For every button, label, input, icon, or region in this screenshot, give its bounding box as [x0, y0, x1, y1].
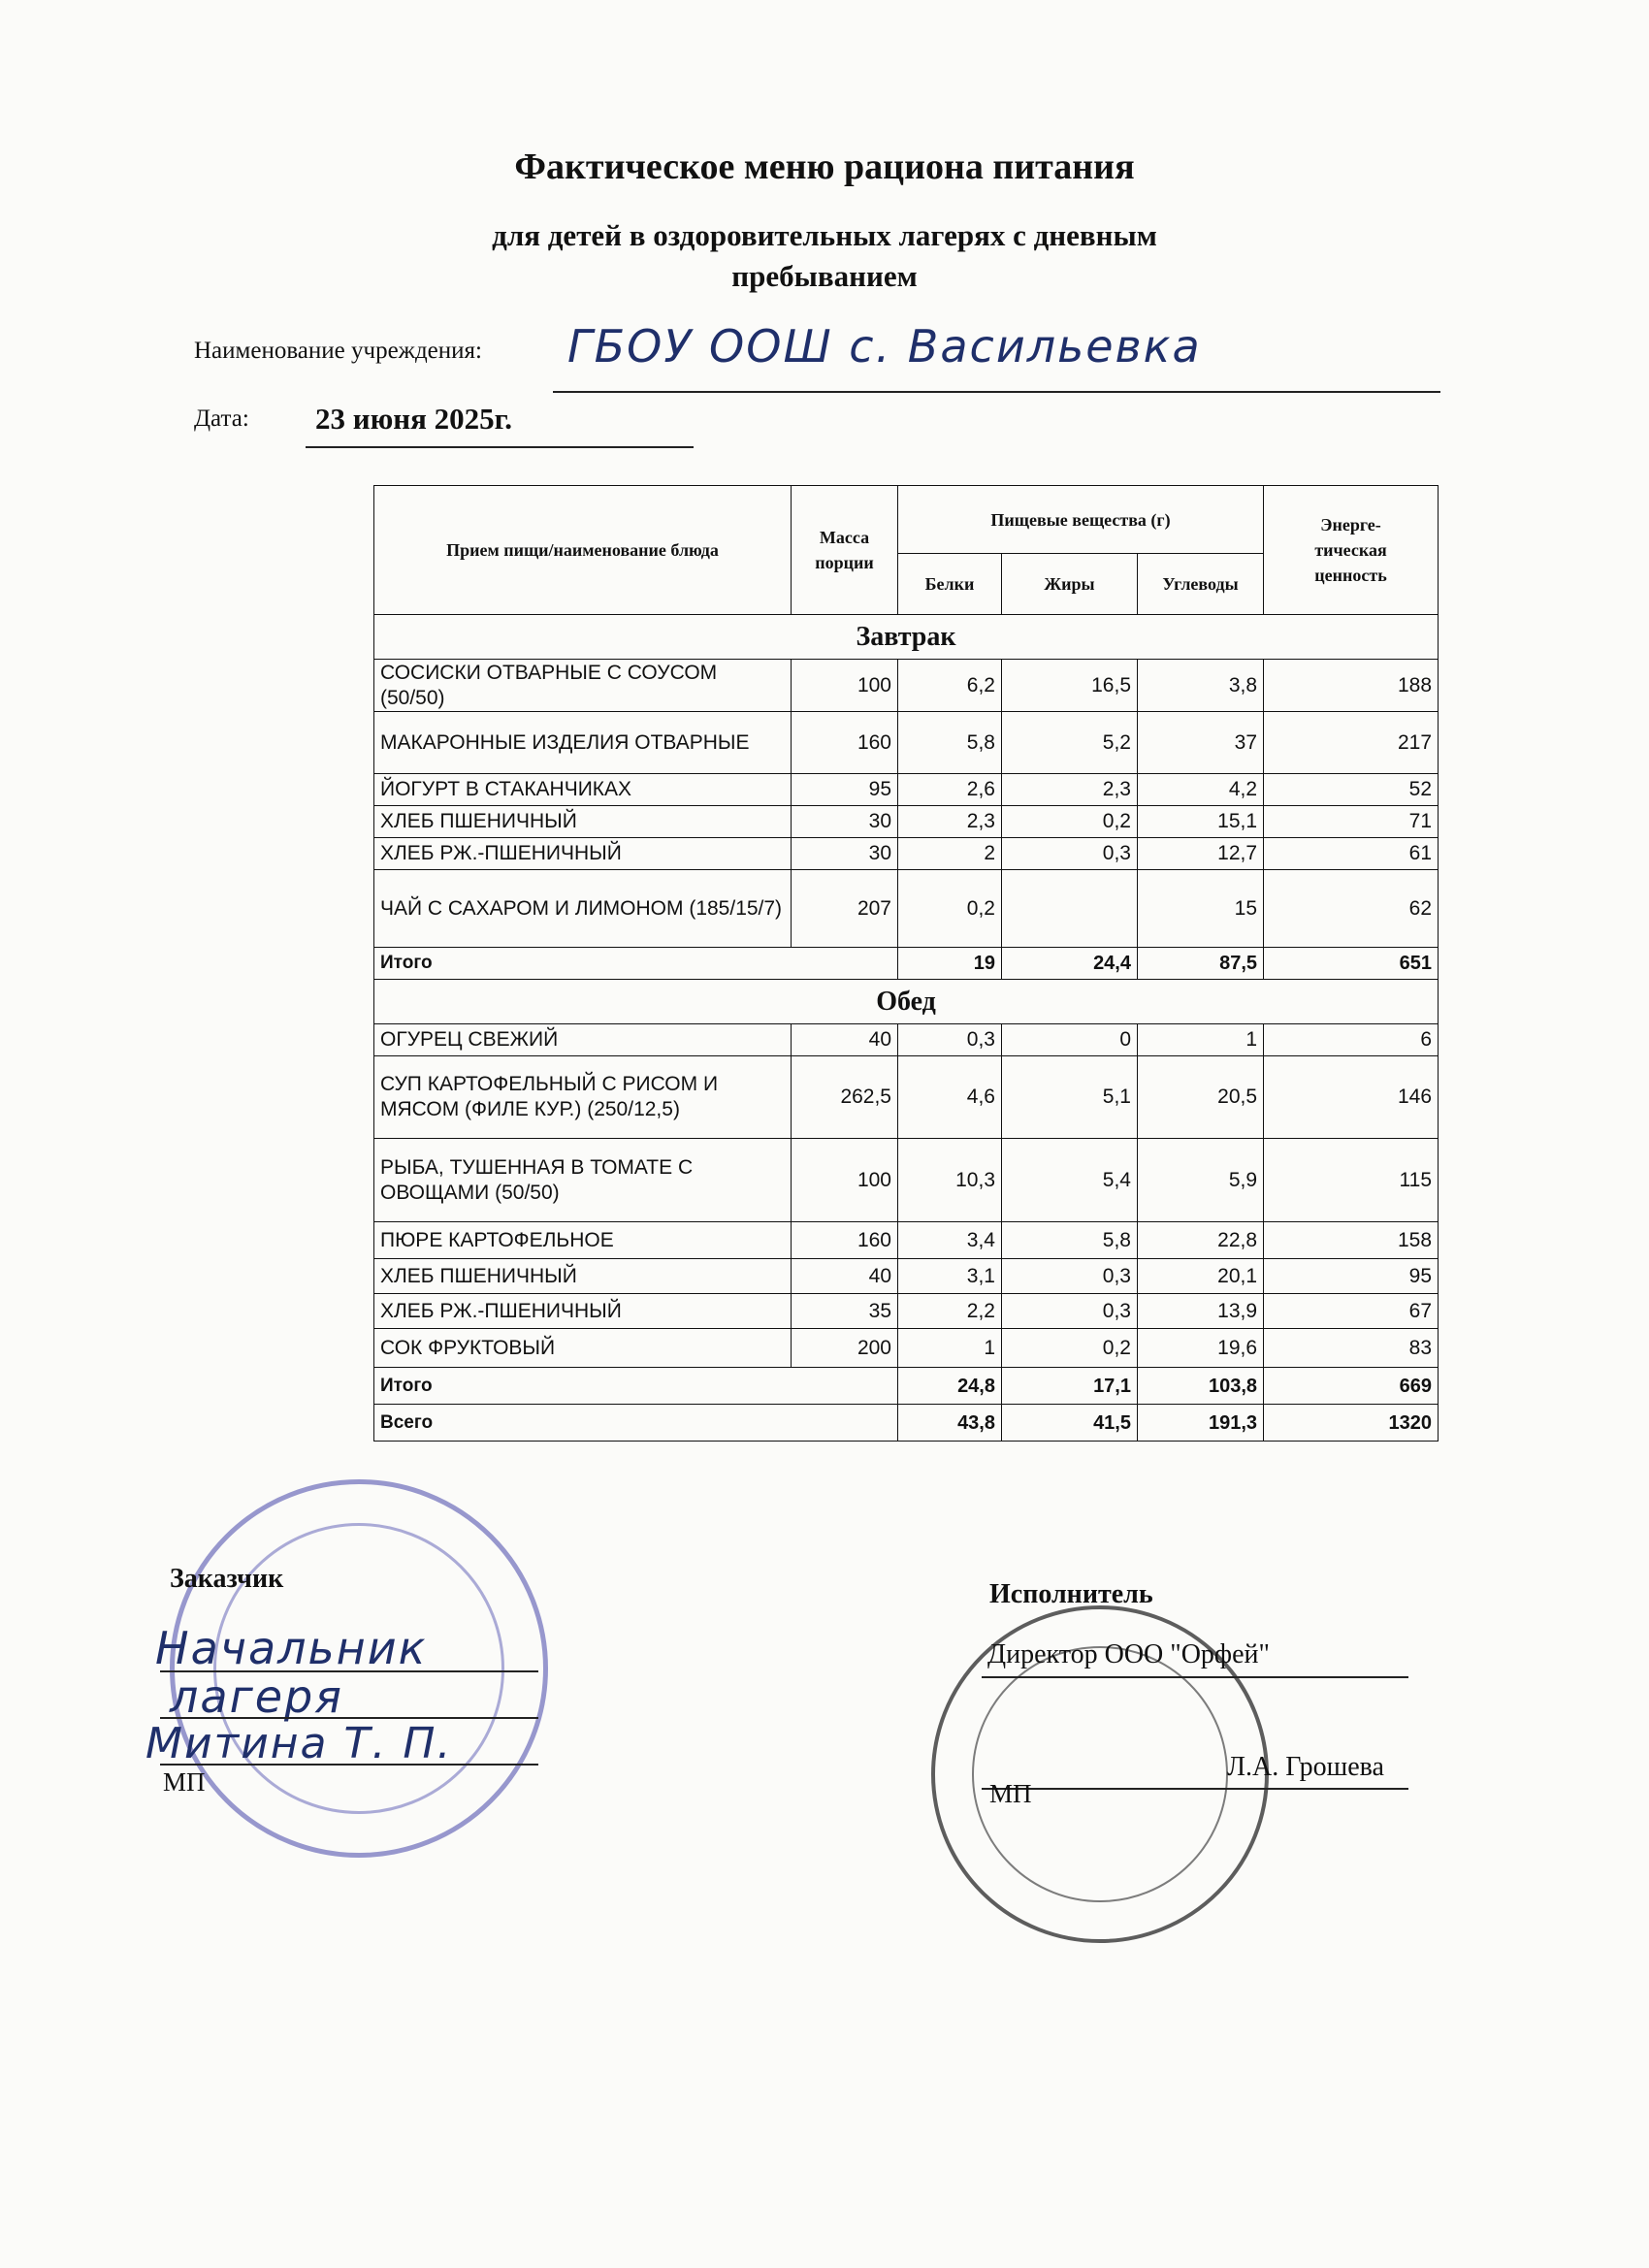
dish-mass: 160	[792, 1222, 898, 1259]
executor-underline-1	[982, 1676, 1408, 1678]
date-label: Дата:	[194, 405, 249, 432]
header-mass-line1: Масса	[819, 528, 870, 547]
dish-mass: 100	[792, 660, 898, 712]
total-proteins: 24,8	[898, 1368, 1002, 1405]
header-carbs: Углеводы	[1138, 554, 1264, 615]
dish-mass: 35	[792, 1294, 898, 1329]
dish-mass: 207	[792, 870, 898, 948]
dish-proteins: 2,2	[898, 1294, 1002, 1329]
table-row	[374, 1222, 1439, 1259]
table-row	[374, 1139, 1439, 1222]
total-energy: 651	[1264, 948, 1439, 980]
dish-name: ХЛЕБ РЖ.-ПШЕНИЧНЫЙ	[374, 838, 792, 870]
grand-total-row	[374, 1405, 1439, 1442]
dish-carbs: 1	[1138, 1024, 1264, 1056]
dish-fats: 5,4	[1002, 1139, 1138, 1222]
dish-fats	[1002, 870, 1138, 948]
dish-energy: 6	[1264, 1024, 1439, 1056]
dish-fats: 5,1	[1002, 1056, 1138, 1139]
document-subtitle	[340, 215, 1310, 297]
dish-carbs: 15	[1138, 870, 1264, 948]
header-dish: Прием пищи/наименование блюда	[374, 486, 792, 615]
dish-energy: 115	[1264, 1139, 1439, 1222]
total-fats: 24,4	[1002, 948, 1138, 980]
customer-title: Заказчик	[170, 1564, 284, 1594]
dish-name: ЧАЙ С САХАРОМ И ЛИМОНОМ (185/15/7)	[374, 870, 792, 948]
executor-underline-2	[982, 1788, 1408, 1790]
lunch-total-row	[374, 1368, 1439, 1405]
total-energy: 669	[1264, 1368, 1439, 1405]
date-value: 23 июня 2025г.	[315, 402, 513, 436]
dish-energy: 217	[1264, 712, 1439, 774]
date-underline	[306, 446, 694, 448]
dish-fats: 0,3	[1002, 1259, 1138, 1294]
dish-fats: 0,2	[1002, 1329, 1138, 1368]
table-row	[374, 806, 1439, 838]
dish-carbs: 22,8	[1138, 1222, 1264, 1259]
table-row	[374, 1056, 1439, 1139]
dish-mass: 95	[792, 774, 898, 806]
table-header-row	[374, 486, 1439, 554]
table-row	[374, 774, 1439, 806]
dish-fats: 5,8	[1002, 1222, 1138, 1259]
dish-energy: 83	[1264, 1329, 1439, 1368]
table-row	[374, 1329, 1439, 1368]
dish-fats: 5,2	[1002, 712, 1138, 774]
dish-mass: 40	[792, 1024, 898, 1056]
header-mass	[792, 486, 898, 615]
customer-position-line1: Начальник	[155, 1622, 428, 1674]
table-row	[374, 1024, 1439, 1056]
dish-proteins: 3,4	[898, 1222, 1002, 1259]
dish-mass: 262,5	[792, 1056, 898, 1139]
header-energy-line1: Энерге-	[1320, 515, 1381, 535]
executor-name: Л.А. Грошева	[1227, 1752, 1384, 1782]
header-energy	[1264, 486, 1439, 615]
dish-fats: 0	[1002, 1024, 1138, 1056]
grand-total-label: Всего	[374, 1405, 898, 1442]
dish-proteins: 6,2	[898, 660, 1002, 712]
table-row	[374, 870, 1439, 948]
dish-proteins: 2,3	[898, 806, 1002, 838]
header-energy-line2: тическая	[1314, 540, 1387, 560]
grand-total-energy: 1320	[1264, 1405, 1439, 1442]
header-proteins: Белки	[898, 554, 1002, 615]
customer-signature: Митина Т. П.	[146, 1719, 453, 1768]
dish-energy: 188	[1264, 660, 1439, 712]
dish-mass: 100	[792, 1139, 898, 1222]
dish-mass: 200	[792, 1329, 898, 1368]
executor-stamp-label: МП	[989, 1779, 1032, 1808]
total-carbs: 103,8	[1138, 1368, 1264, 1405]
dish-name: СУП КАРТОФЕЛЬНЫЙ С РИСОМ И МЯСОМ (ФИЛЕ КУР.) (250/12,5)	[374, 1056, 792, 1139]
dish-energy: 61	[1264, 838, 1439, 870]
total-proteins: 19	[898, 948, 1002, 980]
dish-proteins: 0,2	[898, 870, 1002, 948]
customer-underline-3	[160, 1764, 538, 1766]
institution-value: ГБОУ ООШ с. Васильевка	[567, 320, 1202, 373]
dish-name: МАКАРОННЫЕ ИЗДЕЛИЯ ОТВАРНЫЕ	[374, 712, 792, 774]
dish-name: ХЛЕБ ПШЕНИЧНЫЙ	[374, 806, 792, 838]
breakfast-total-row	[374, 948, 1439, 980]
dish-proteins: 3,1	[898, 1259, 1002, 1294]
dish-name: ХЛЕБ ПШЕНИЧНЫЙ	[374, 1259, 792, 1294]
dish-proteins: 4,6	[898, 1056, 1002, 1139]
dish-carbs: 37	[1138, 712, 1264, 774]
dish-carbs: 19,6	[1138, 1329, 1264, 1368]
dish-fats: 0,3	[1002, 838, 1138, 870]
dish-fats: 16,5	[1002, 660, 1138, 712]
header-mass-line2: порции	[815, 553, 874, 572]
executor-title: Исполнитель	[989, 1579, 1153, 1609]
dish-mass: 30	[792, 838, 898, 870]
total-label: Итого	[374, 1368, 898, 1405]
header-energy-line3: ценность	[1314, 566, 1387, 585]
dish-name: РЫБА, ТУШЕННАЯ В ТОМАТЕ С ОВОЩАМИ (50/50)	[374, 1139, 792, 1222]
total-carbs: 87,5	[1138, 948, 1264, 980]
document-title: Фактическое меню рациона питания	[514, 146, 1135, 187]
dish-energy: 146	[1264, 1056, 1439, 1139]
executor-position: Директор ООО "Орфей"	[987, 1639, 1270, 1669]
customer-stamp-label: МП	[163, 1767, 206, 1797]
header-fats: Жиры	[1002, 554, 1138, 615]
dish-mass: 30	[792, 806, 898, 838]
grand-total-carbs: 191,3	[1138, 1405, 1264, 1442]
dish-carbs: 5,9	[1138, 1139, 1264, 1222]
dish-fats: 2,3	[1002, 774, 1138, 806]
dish-name: ЙОГУРТ В СТАКАНЧИКАХ	[374, 774, 792, 806]
dish-carbs: 3,8	[1138, 660, 1264, 712]
dish-energy: 95	[1264, 1259, 1439, 1294]
dish-energy: 158	[1264, 1222, 1439, 1259]
dish-proteins: 10,3	[898, 1139, 1002, 1222]
dish-name: СОСИСКИ ОТВАРНЫЕ С СОУСОМ (50/50)	[374, 660, 792, 712]
table-row	[374, 838, 1439, 870]
dish-energy: 52	[1264, 774, 1439, 806]
dish-fats: 0,2	[1002, 806, 1138, 838]
dish-energy: 71	[1264, 806, 1439, 838]
dish-mass: 40	[792, 1259, 898, 1294]
section-breakfast	[374, 615, 1439, 660]
dish-proteins: 2	[898, 838, 1002, 870]
customer-position-line2: лагеря	[170, 1670, 343, 1723]
dish-name: ОГУРЕЦ СВЕЖИЙ	[374, 1024, 792, 1056]
grand-total-fats: 41,5	[1002, 1405, 1138, 1442]
dish-carbs: 20,1	[1138, 1259, 1264, 1294]
dish-mass: 160	[792, 712, 898, 774]
dish-carbs: 20,5	[1138, 1056, 1264, 1139]
dish-carbs: 4,2	[1138, 774, 1264, 806]
dish-fats: 0,3	[1002, 1294, 1138, 1329]
table-row	[374, 660, 1439, 712]
dish-proteins: 0,3	[898, 1024, 1002, 1056]
section-lunch	[374, 980, 1439, 1024]
dish-name: СОК ФРУКТОВЫЙ	[374, 1329, 792, 1368]
dish-name: ПЮРЕ КАРТОФЕЛЬНОЕ	[374, 1222, 792, 1259]
dish-energy: 67	[1264, 1294, 1439, 1329]
section-title: Обед	[374, 980, 1439, 1024]
table-row	[374, 712, 1439, 774]
dish-proteins: 5,8	[898, 712, 1002, 774]
subtitle-line-1: для детей в оздоровительных лагерях с дневным	[492, 218, 1157, 252]
dish-carbs: 12,7	[1138, 838, 1264, 870]
institution-underline	[553, 391, 1440, 393]
grand-total-proteins: 43,8	[898, 1405, 1002, 1442]
menu-table	[373, 485, 1439, 1442]
institution-label: Наименование учреждения:	[194, 338, 482, 364]
section-title: Завтрак	[374, 615, 1439, 660]
header-nutrients: Пищевые вещества (г)	[898, 486, 1264, 554]
dish-proteins: 2,6	[898, 774, 1002, 806]
dish-carbs: 15,1	[1138, 806, 1264, 838]
dish-name: ХЛЕБ РЖ.-ПШЕНИЧНЫЙ	[374, 1294, 792, 1329]
dish-proteins: 1	[898, 1329, 1002, 1368]
total-fats: 17,1	[1002, 1368, 1138, 1405]
table-row	[374, 1259, 1439, 1294]
total-label: Итого	[374, 948, 898, 980]
dish-energy: 62	[1264, 870, 1439, 948]
table-row	[374, 1294, 1439, 1329]
subtitle-line-2: пребыванием	[731, 259, 918, 293]
dish-carbs: 13,9	[1138, 1294, 1264, 1329]
